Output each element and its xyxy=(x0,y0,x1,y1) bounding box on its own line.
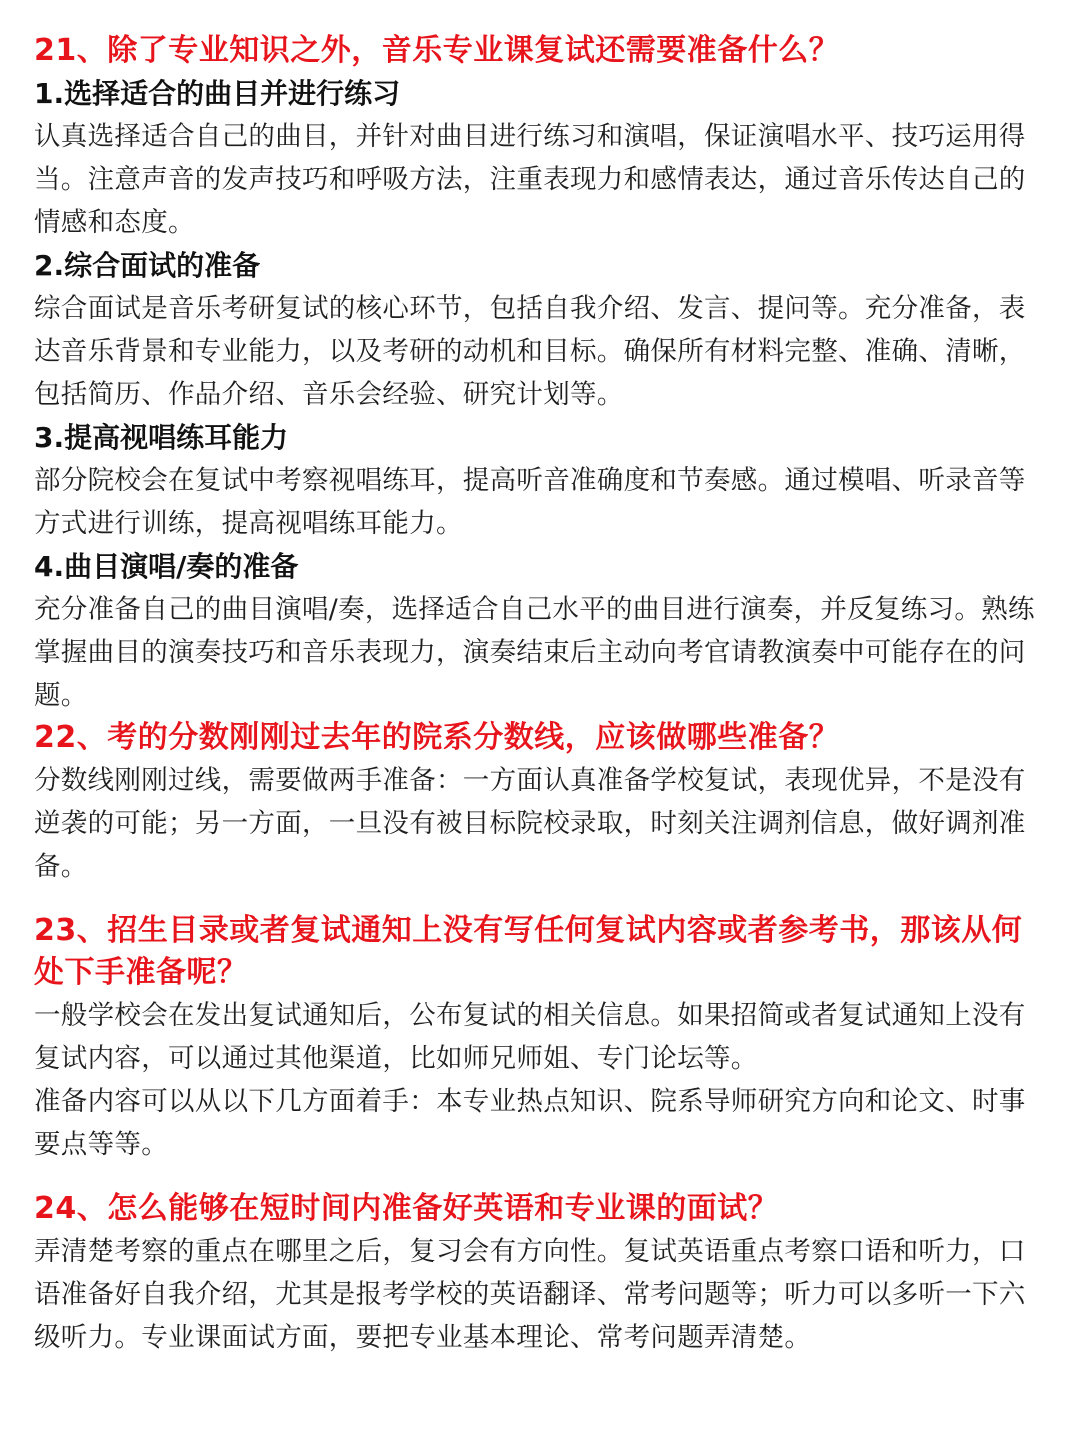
section-24 xyxy=(34,1188,1046,1359)
spacer xyxy=(34,888,1046,910)
paragraph: 弄清楚考察的重点在哪里之后，复习会有方向性。复试英语重点考察口语和听力，口语准备好自我介绍，尤其是报考学校的英语翻译、常考问题等；听力可以多听一下六级听力。专业课面试方面，要把专业基本理论、常考问题弄清楚。 xyxy=(34,1236,1026,1353)
sub-heading: 1.选择适合的曲目并进行练习 xyxy=(34,77,401,110)
paragraph: 部分院校会在复试中考察视唱练耳，提高听音准确度和节奏感。通过模唱、听录音等方式进行训练，提高视唱练耳能力。 xyxy=(34,465,1026,539)
section-21 xyxy=(34,30,1046,717)
question-title: 21、除了专业知识之外，音乐专业课复试还需要准备什么？ xyxy=(34,33,840,68)
question-title: 22、考的分数刚刚过去年的院系分数线，应该做哪些准备？ xyxy=(34,720,840,755)
paragraph: 一般学校会在发出复试通知后，公布复试的相关信息。如果招简或者复试通知上没有复试内容，可以通过其他渠道，比如师兄师姐、专门论坛等。 xyxy=(34,1000,1026,1074)
paragraph: 认真选择适合自己的曲目，并针对曲目进行练习和演唱，保证演唱水平、技巧运用得当。注意声音的发声技巧和呼吸方法，注重表现力和感情表达，通过音乐传达自己的情感和态度。 xyxy=(34,121,1026,238)
question-title: 23、招生目录或者复试通知上没有写任何复试内容或者参考书，那该从何处下手准备呢？ xyxy=(34,913,1023,990)
paragraph: 充分准备自己的曲目演唱/奏，选择适合自己水平的曲目进行演奏，并反复练习。熟练掌握曲目的演奏技巧和音乐表现力，演奏结束后主动向考官请教演奏中可能存在的问题。 xyxy=(34,594,1035,711)
paragraph: 综合面试是音乐考研复试的核心环节，包括自我介绍、发言、提问等。充分准备，表达音乐背景和专业能力，以及考研的动机和目标。确保所有材料完整、准确、清晰，包括简历、作品介绍、音乐会经验、研究计划等。 xyxy=(34,293,1026,410)
paragraph: 分数线刚刚过线，需要做两手准备：一方面认真准备学校复试，表现优异，不是没有逆袭的可能；另一方面，一旦没有被目标院校录取，时刻关注调剂信息，做好调剂准备。 xyxy=(34,765,1026,882)
question-title: 24、怎么能够在短时间内准备好英语和专业课的面试？ xyxy=(34,1191,779,1226)
section-23 xyxy=(34,910,1046,1166)
sub-heading: 4.曲目演唱/奏的准备 xyxy=(34,550,299,583)
sub-heading: 2.综合面试的准备 xyxy=(34,249,261,282)
spacer xyxy=(34,1166,1046,1188)
sub-heading: 3.提高视唱练耳能力 xyxy=(34,421,289,454)
section-22 xyxy=(34,717,1046,888)
paragraph: 准备内容可以从以下几方面着手：本专业热点知识、院系导师研究方向和论文、时事要点等等。 xyxy=(34,1086,1026,1160)
